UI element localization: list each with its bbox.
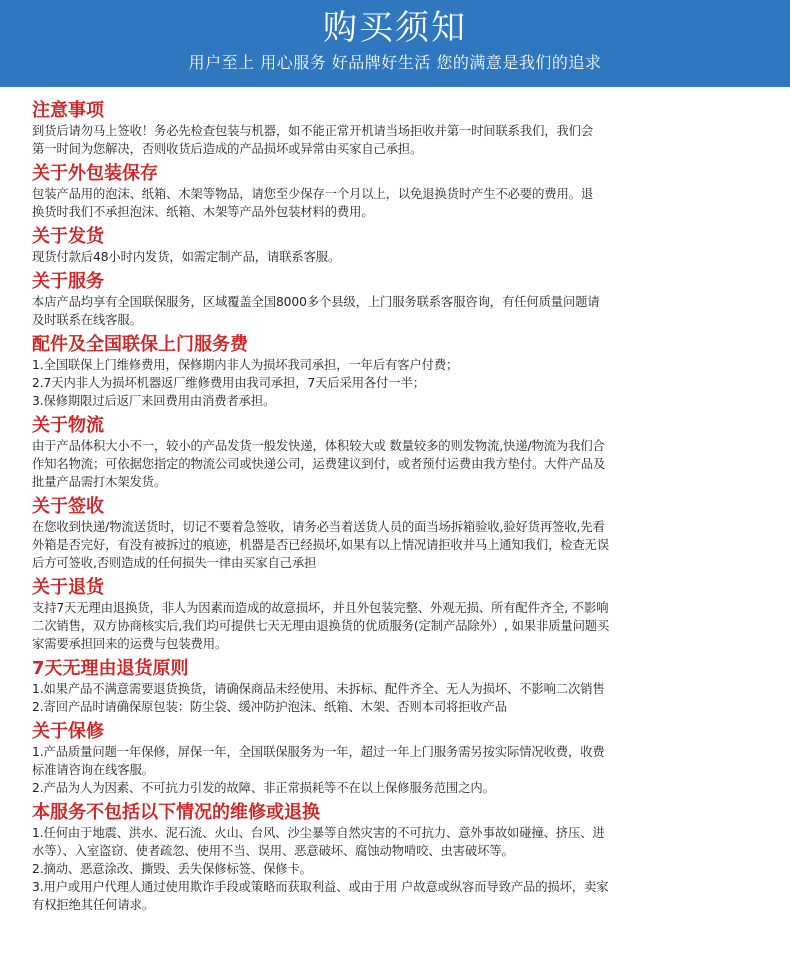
section-text-line: 水等）、入室盗窃、使者疏忽、使用不当、误用、恶意破坏、腐蚀动物啃咬、虫害破坏等。 bbox=[32, 844, 514, 858]
notice-section bbox=[32, 162, 758, 221]
section-text-line: 在您收到快递/物流送货时，切记不要着急签收，请务必当着送货人员的面当场拆箱验收,验好货再签收,先看 bbox=[32, 520, 605, 534]
section-text-line: 家需要承担回来的运费与包装费用。 bbox=[32, 637, 228, 651]
section-text-line: 3.保修期限过后返厂来回费用由消费者承担。 bbox=[32, 394, 276, 408]
notice-section bbox=[32, 657, 758, 716]
section-text-line: 2.寄回产品时请确保原包装：防尘袋、缓冲防护泡沫、纸箱、木架、否则本司将拒收产品 bbox=[32, 700, 508, 714]
section-text-line: 1.如果产品不满意需要退货换货，请确保商品未经使用、未拆标、配件齐全、无人为损坏、不影响二次销售 bbox=[32, 682, 605, 696]
section-text-line: 本店产品均享有全国联保服务，区域覆盖全国8000多个县级，上门服务联系客服咨询，有任何质量问题请 bbox=[32, 295, 600, 309]
notice-section bbox=[32, 801, 758, 914]
section-heading: 注意事项 bbox=[32, 100, 104, 121]
page-subtitle: 用户至上 用心服务 好品牌好生活 您的满意是我们的追求 bbox=[188, 53, 602, 72]
notice-section bbox=[32, 414, 758, 491]
notice-section bbox=[32, 720, 758, 797]
section-text-line: 批量产品需打木架发货。 bbox=[32, 475, 167, 489]
section-text-line: 换货时我们不承担泡沫、纸箱、木架等产品外包装材料的费用。 bbox=[32, 205, 374, 219]
section-text-line: 到货后请勿马上签收！务必先检查包装与机器，如不能正常开机请当场拒收并第一时间联系我们，我们会 bbox=[32, 124, 594, 138]
notice-section bbox=[32, 225, 758, 266]
notice-content bbox=[0, 87, 790, 914]
section-text-line: 2.摘动、恶意涂改、撕毁、丢失保修标签、保修卡。 bbox=[32, 862, 312, 876]
section-heading: 关于保修 bbox=[32, 721, 104, 742]
notice-section bbox=[32, 495, 758, 572]
section-text-line: 由于产品体积大小不一，较小的产品发货一般发快递，体积较大或 数量较多的则发物流,快递/物流为我们合 bbox=[32, 439, 605, 453]
section-heading: 配件及全国联保上门服务费 bbox=[32, 334, 248, 355]
section-text-line: 包装产品用的泡沫、纸箱、木架等物品，请您至少保存一个月以上，以免退换货时产生不必要的费用。退 bbox=[32, 187, 594, 201]
section-heading: 关于物流 bbox=[32, 415, 104, 436]
page-title: 购买须知 bbox=[323, 8, 467, 48]
section-text-line: 二次销售，双方协商核实后,我们均可提供七天无理由退换货的优质服务(定制产品除外）, 如果非质量问题买 bbox=[32, 619, 610, 633]
section-heading: 关于服务 bbox=[32, 271, 104, 292]
notice-section bbox=[32, 99, 758, 158]
section-text-line: 1.任何由于地震、洪水、泥石流、火山、台风、沙尘暴等自然灾害的不可抗力、意外事故如碰撞、挤压、进 bbox=[32, 826, 605, 840]
section-text-line: 1.全国联保上门维修费用，保修期内非人为损坏我司承担，一年后有客户付费； bbox=[32, 358, 459, 372]
section-text-line: 及时联系在线客服。 bbox=[32, 313, 142, 327]
header-banner bbox=[0, 0, 790, 87]
section-text-line: 3.用户或用户代理人通过使用欺诈手段或策略而获取利益、或由于用 户故意或纵容而导致产品的损坏，卖家 bbox=[32, 880, 609, 894]
section-text-line: 标准请咨询在线客服。 bbox=[32, 763, 154, 777]
notice-section bbox=[32, 333, 758, 410]
section-heading: 本服务不包括以下情况的维修或退换 bbox=[32, 802, 320, 823]
section-text-line: 支持7天无理由退换货，非人为因素而造成的故意损坏，并且外包装完整、外观无损、所有配件齐全, 不影响 bbox=[32, 601, 609, 615]
section-text-line: 1.产品质量问题一年保修，屏保一年，全国联保服务为一年，超过一年上门服务需另按实际情况收费，收费 bbox=[32, 745, 605, 759]
section-text-line: 现货付款后48小时内发货，如需定制产品，请联系客服。 bbox=[32, 250, 341, 264]
section-text-line: 后方可签收,否则造成的任何损失一律由买家自己承担 bbox=[32, 556, 317, 570]
notice-section bbox=[32, 270, 758, 329]
section-text-line: 作知名物流；可依据您指定的物流公司或快递公司，运费建议到付，或者预付运费由我方垫付。大件产品及 bbox=[32, 457, 606, 471]
section-text-line: 2.7天内非人为损坏机器返厂维修费用由我司承担，7天后采用各付一半； bbox=[32, 376, 425, 390]
section-heading: 关于外包装保存 bbox=[32, 163, 158, 184]
section-text-line: 第一时间为您解决，否则收货后造成的产品损坏或异常由买家自己承担。 bbox=[32, 142, 423, 156]
section-heading: 7天无理由退货原则 bbox=[32, 658, 189, 679]
section-heading: 关于退货 bbox=[32, 577, 104, 598]
notice-section bbox=[32, 576, 758, 653]
section-text-line: 有权拒绝其任何请求。 bbox=[32, 898, 154, 912]
section-heading: 关于签收 bbox=[32, 496, 104, 517]
section-text-line: 2.产品为人为因素、不可抗力引发的故障、非正常损耗等不在以上保修服务范围之内。 bbox=[32, 781, 495, 795]
section-heading: 关于发货 bbox=[32, 226, 104, 247]
section-text-line: 外箱是否完好，有没有被拆过的痕迹，机器是否已经损坏,如果有以上情况请拒收并马上通知我们，检查无误 bbox=[32, 538, 610, 552]
